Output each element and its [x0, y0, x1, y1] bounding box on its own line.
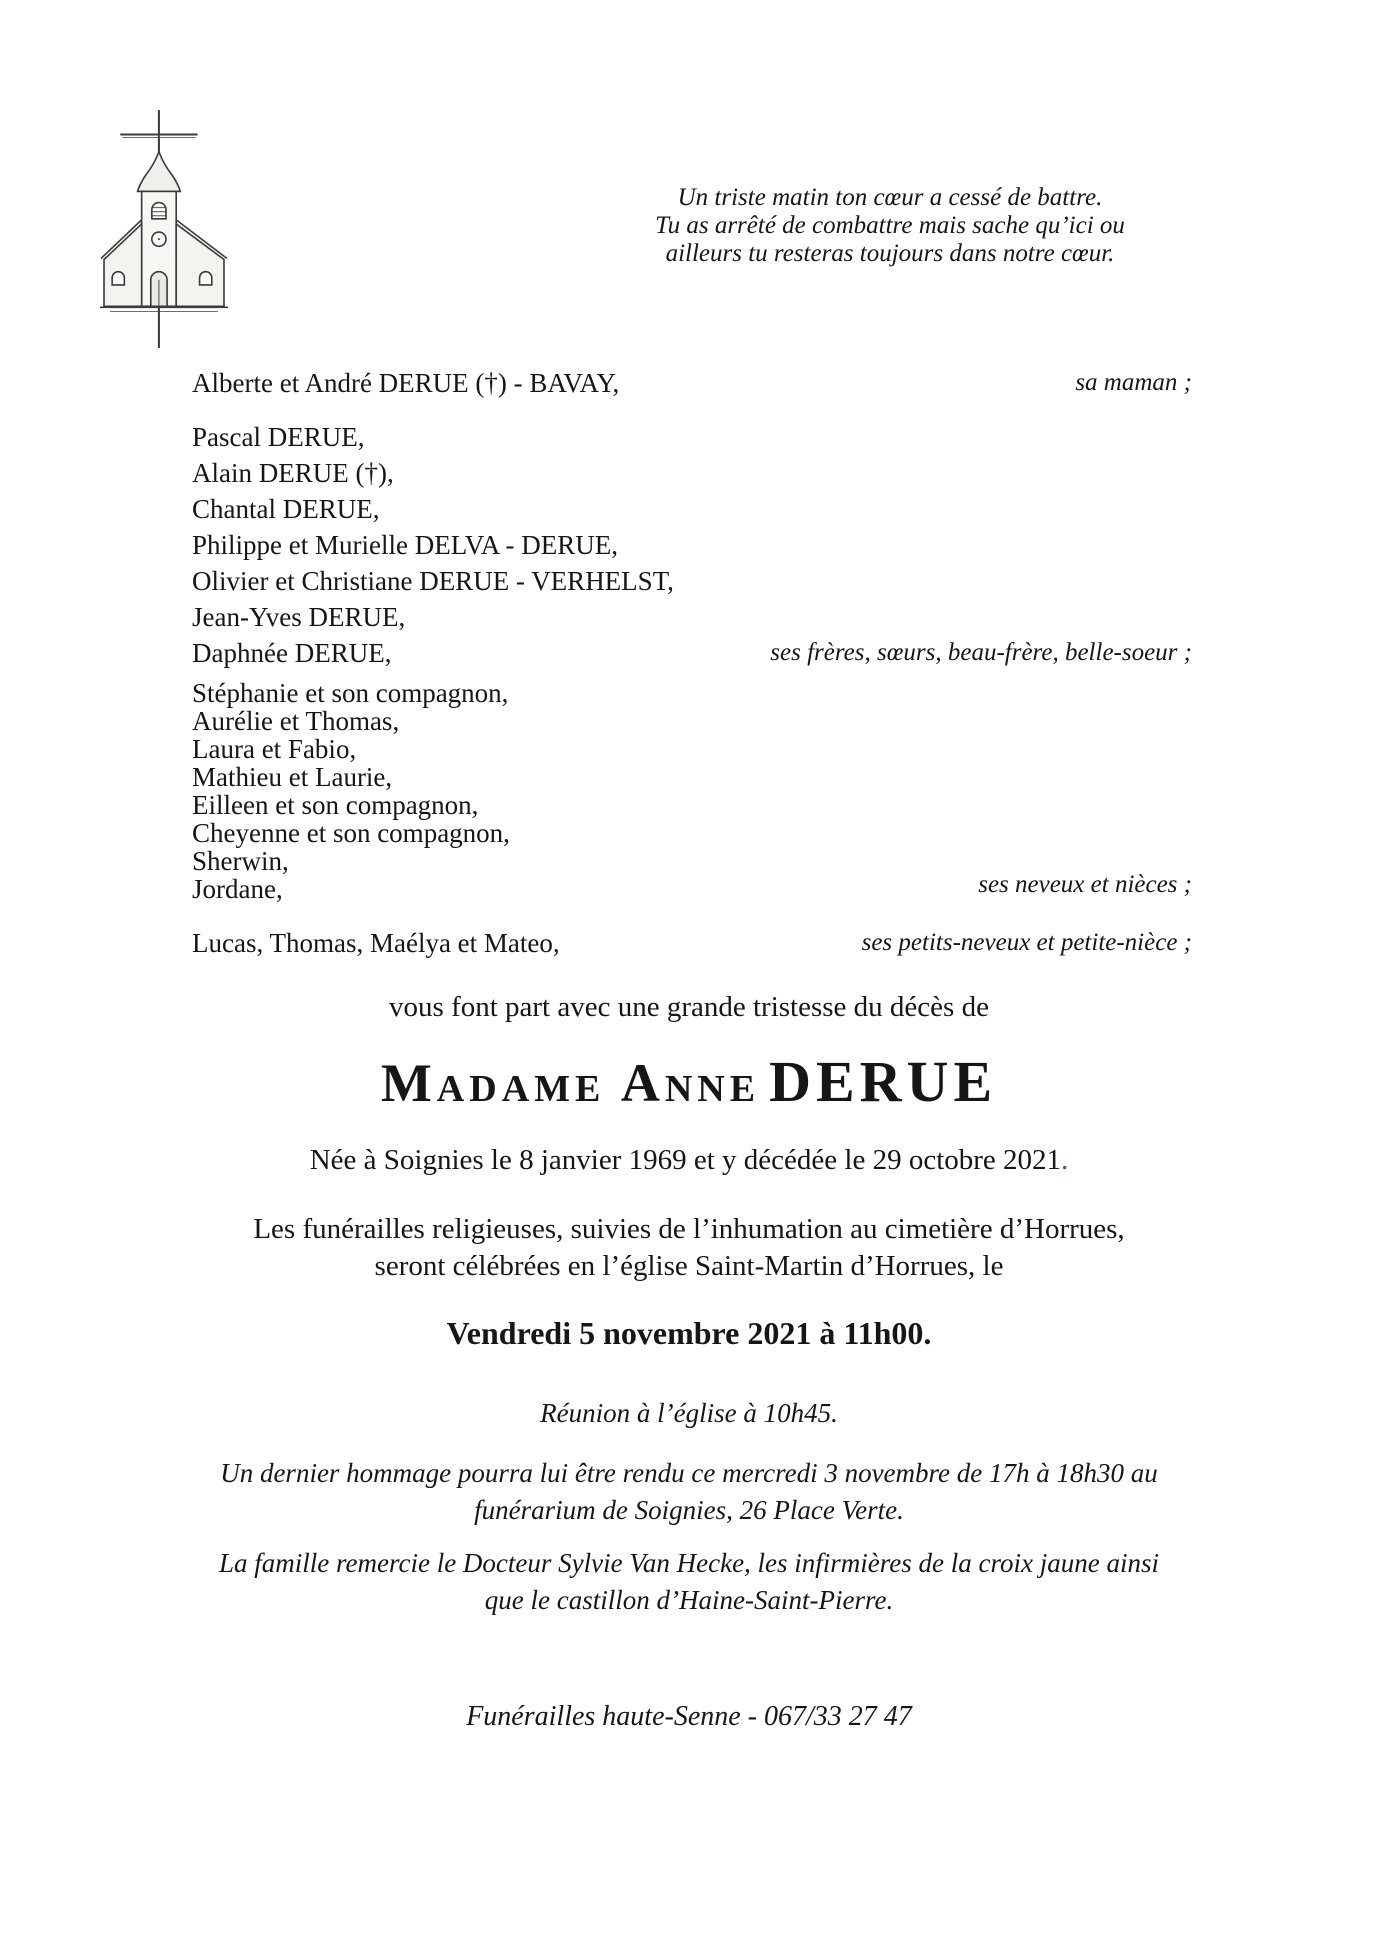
funeral-announcement [0, 1211, 1378, 1285]
church-meeting-line: Réunion à l’église à 10h45. [540, 1397, 838, 1428]
epitaph [655, 184, 1125, 268]
deceased-name [0, 1050, 1378, 1114]
relation-label: ses neveux et nièces ; [978, 871, 1192, 898]
family-member-name: Eilleen et son compagnon, [192, 790, 479, 820]
family-member-name: Daphnée DERUE, [192, 638, 392, 668]
red-period: . [1061, 1143, 1069, 1176]
last-homage-paragraph [0, 1455, 1378, 1529]
family-member-name: Laura et Fabio, [192, 734, 357, 764]
funeral-line: seront célébrées en l’église Saint-Martin d’Horrues, le [374, 1249, 1004, 1282]
family-member-name: Stéphanie et son compagnon, [192, 678, 509, 708]
family-member-name: Chantal DERUE, [192, 494, 380, 524]
epitaph-line: Tu as arrêté de combattre mais sache qu’ici ou [655, 212, 1125, 239]
homage-line: funérarium de Soignies, 26 Place Verte. [474, 1494, 904, 1525]
relation-label: sa maman ; [1075, 369, 1192, 396]
deceased-surname: DERUE [769, 1049, 998, 1114]
family-member-name: Olivier et Christiane DERUE - VERHELST, [192, 566, 674, 596]
thanks-paragraph [0, 1545, 1378, 1619]
thanks-line: La famille remercie le Docteur Sylvie Van Hecke, les infirmières de la croix jaune ainsi [219, 1547, 1159, 1578]
family-member-name: Alberte et André DERUE (†) - BAVAY, [192, 368, 620, 398]
relation-label: ses frères, sœurs, beau-frère, belle-soeur ; [770, 639, 1192, 666]
birth-death-line [0, 1144, 1378, 1177]
thanks-line: que le castillon d’Haine-Saint-Pierre. [484, 1584, 894, 1615]
family-member-name: Jean-Yves DERUE, [192, 602, 406, 632]
family-group-nieces-nephews [192, 679, 1192, 903]
relation-label: ses petits-neveux et petite-nièce ; [861, 929, 1192, 956]
epitaph-line: ailleurs tu resteras toujours dans notre cœur. [665, 240, 1115, 267]
announcement-intro: vous font part avec une grande tristesse du décès de [389, 991, 989, 1023]
funeral-date: Vendredi 5 novembre 2021 à 11h00. [446, 1314, 932, 1351]
family-member-name: Philippe et Murielle DELVA - DERUE, [192, 530, 618, 560]
family-member-name: Cheyenne et son compagnon, [192, 818, 510, 848]
funeral-line: Les funérailles religieuses, suivies de l’inhumation au cimetière d’Horrues, [253, 1212, 1125, 1245]
funeral-home-contact: Funérailles haute-Senne - 067/33 27 47 [466, 1700, 912, 1732]
family-member-name: Mathieu et Laurie, [192, 762, 393, 792]
family-group-siblings [192, 419, 1192, 671]
family-group-great-nieces-nephews [192, 925, 1192, 961]
family-member-name: Alain DERUE (†), [192, 458, 394, 488]
birth-death-text: Née à Soignies le 8 janvier 1969 et y décédée le 29 octobre 2021 [309, 1143, 1062, 1176]
family-group-mother [192, 365, 1192, 401]
church-icon [96, 106, 232, 350]
family-member-name: Sherwin, [192, 846, 289, 876]
family-member-name: Aurélie et Thomas, [192, 706, 400, 736]
family-member-name: Lucas, Thomas, Maélya et Mateo, [192, 928, 560, 958]
header [0, 0, 1378, 355]
homage-line: Un dernier hommage pourra lui être rendu ce mercredi 3 novembre de 17h à 18h30 au [220, 1457, 1158, 1488]
deceased-title-given-name: Madame Anne [380, 1053, 761, 1113]
family-member-name: Pascal DERUE, [192, 422, 365, 452]
family-member-name: Jordane, [192, 874, 283, 904]
family-list [192, 355, 1192, 961]
epitaph-line: Un triste matin ton cœur a cessé de battre. [677, 184, 1103, 211]
